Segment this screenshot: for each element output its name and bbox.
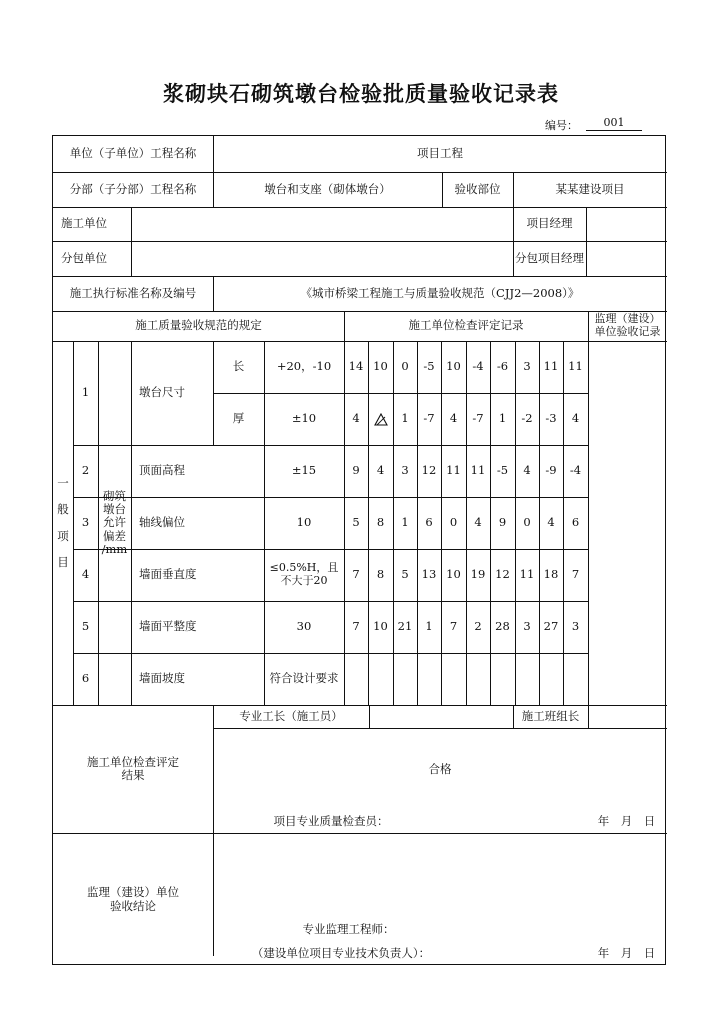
measured-value: 8 — [376, 567, 385, 582]
subcontract-manager-label: 分包项目经理 — [515, 250, 584, 265]
item-no: 5 — [81, 619, 90, 634]
measured-value — [466, 653, 490, 705]
item-no: 6 — [81, 671, 90, 686]
measured-value: 11 — [543, 359, 559, 374]
measured-value: 3 — [571, 619, 580, 634]
measured-value: 7 — [449, 619, 458, 634]
measured-value: -6 — [496, 359, 509, 374]
acceptance-part-value: 某某建设项目 — [555, 181, 625, 196]
division-name-label: 分部（子分部）工程名称 — [69, 181, 197, 196]
measured-value: 0 — [401, 359, 409, 374]
measured-value: 1 — [498, 411, 507, 426]
measured-value: 11 — [470, 463, 486, 478]
construction-check-label: 施工单位检查评定结果 — [87, 754, 179, 782]
measured-value: 4 — [571, 411, 580, 426]
item-name: 轴线偏位 — [139, 515, 185, 530]
measured-value: 6 — [571, 515, 580, 530]
measured-value: 4 — [449, 411, 458, 426]
marker-triangle-icon — [368, 393, 393, 445]
measured-value: -4 — [472, 359, 484, 374]
measured-value: -7 — [472, 411, 484, 426]
record-header: 施工单位检查评定记录 — [408, 318, 524, 333]
measured-value: 4 — [474, 515, 482, 530]
measured-value: 12 — [495, 567, 510, 582]
subcontract-unit-label: 分包单位 — [61, 250, 107, 265]
form-title: 浆砌块石砌筑墩台检验批质量验收记录表 — [163, 82, 559, 106]
measured-value: 11 — [519, 567, 535, 582]
measured-value: -7 — [423, 411, 435, 426]
measured-value: 21 — [397, 619, 413, 634]
measured-value: 2 — [474, 619, 482, 634]
measured-value: 0 — [523, 515, 531, 530]
measured-value: 3 — [523, 619, 531, 634]
standard-label: 施工执行标准名称及编号 — [69, 285, 197, 300]
measured-value: 10 — [446, 567, 461, 582]
acceptance-part-label: 验收部位 — [454, 181, 501, 196]
measured-value: -9 — [545, 463, 557, 478]
measured-value: 11 — [446, 463, 461, 478]
measured-value: 4 — [376, 463, 385, 478]
serial-number: 001 — [586, 116, 642, 131]
item-tolerance: 符合设计要求 — [269, 671, 339, 686]
measured-value: 7 — [571, 567, 580, 582]
measured-value: -4 — [569, 463, 582, 478]
measured-value: 1 — [401, 515, 409, 530]
item-no: 1 — [81, 385, 90, 400]
quality-inspector-label: 项目专业质量检查员： — [273, 814, 389, 829]
measured-value: 6 — [425, 515, 433, 530]
measured-value: 28 — [495, 619, 510, 634]
measured-value: 0 — [449, 515, 458, 530]
supervision-header: 监理（建设）单位验收记录 — [594, 312, 661, 338]
item-no: 2 — [81, 463, 90, 478]
supervision-engineer-label: 专业监理工程师： — [302, 922, 395, 937]
grid-line — [588, 705, 589, 728]
measured-value: 3 — [401, 463, 409, 478]
measured-value: 18 — [543, 567, 559, 582]
supervision-conclusion-label: 监理（建设）单位验收结论 — [87, 885, 179, 913]
check-date: 年 月 日 — [597, 814, 656, 829]
item-tolerance: ±15 — [291, 463, 317, 478]
measured-value — [539, 653, 563, 705]
measured-value — [417, 653, 441, 705]
measured-value — [515, 653, 539, 705]
measured-value: 10 — [373, 619, 388, 634]
measured-value: 10 — [446, 359, 461, 374]
item-tolerance: 30 — [296, 619, 312, 634]
measured-value: 9 — [352, 463, 360, 478]
measured-value: 4 — [523, 463, 531, 478]
item-sub: 厚 — [232, 411, 245, 426]
measured-value: 7 — [352, 619, 360, 634]
construction-unit-label: 施工单位 — [61, 216, 107, 231]
measured-value: -5 — [496, 463, 509, 478]
measured-value — [441, 653, 466, 705]
measured-value: 3 — [523, 359, 531, 374]
measured-value — [490, 653, 515, 705]
general-items-label: 一 般 项 目 — [57, 475, 69, 570]
grid-line — [369, 705, 370, 728]
item-name: 墙面垂直度 — [139, 567, 197, 582]
measured-value: 10 — [373, 359, 388, 374]
measured-value: -3 — [545, 411, 557, 426]
measured-value: 11 — [568, 359, 583, 374]
item-no: 4 — [81, 567, 90, 582]
item-tolerance: +20，-10 — [276, 359, 332, 374]
measured-value: 1 — [401, 411, 409, 426]
measured-value: 1 — [425, 619, 433, 634]
measured-value: 14 — [348, 359, 364, 374]
measured-value: -2 — [521, 411, 533, 426]
item-name: 顶面高程 — [139, 463, 185, 478]
measured-value: 5 — [352, 515, 360, 530]
measured-value: 5 — [401, 567, 409, 582]
measured-value: 19 — [470, 567, 486, 582]
item-tolerance: ±10 — [291, 411, 317, 426]
measured-value: 7 — [352, 567, 360, 582]
item-name: 墙面坡度 — [139, 671, 185, 686]
measured-value: 12 — [421, 463, 437, 478]
measured-value — [563, 653, 588, 705]
measured-value: -5 — [423, 359, 435, 374]
unit-name-label: 单位（子单位）工程名称 — [69, 146, 197, 161]
team-leader-label: 施工班组长 — [521, 708, 580, 723]
measured-value: 27 — [543, 619, 559, 634]
measured-value — [393, 653, 417, 705]
construction-result: 合格 — [428, 761, 452, 776]
owner-tech-lead-label: （建设单位项目专业技术负责人）： — [251, 946, 431, 961]
supervision-date: 年 月 日 — [597, 946, 656, 961]
measured-value — [368, 653, 393, 705]
measured-value: 9 — [498, 515, 507, 530]
item-tolerance: ≤0.5%H，且不大于20 — [269, 561, 339, 587]
item-tolerance: 10 — [296, 515, 312, 530]
item-name: 墙面平整度 — [139, 619, 197, 634]
foreman-label: 专业工长（施工员） — [239, 708, 343, 723]
measured-value: 4 — [352, 411, 360, 426]
project-manager-label: 项目经理 — [526, 216, 573, 231]
item-no: 3 — [81, 515, 90, 530]
measured-value: 4 — [547, 515, 555, 530]
item-sub: 长 — [232, 359, 245, 374]
standard-value: 《城市桥梁工程施工与质量验收规范（CJJ2—2008）》 — [300, 285, 580, 300]
measured-value — [344, 653, 368, 705]
division-name-value: 墩台和支座（砌体墩台） — [264, 181, 391, 196]
grid-line — [586, 207, 587, 276]
serial-label: 编号： — [545, 119, 578, 132]
measured-value: 13 — [421, 567, 437, 582]
masonry-group-label: 砌筑 墩台 允许 偏差 /mm — [101, 488, 128, 556]
grid-line — [131, 207, 132, 276]
measured-value: 8 — [376, 515, 385, 530]
unit-name-value: 项目工程 — [417, 146, 463, 161]
grid-line — [588, 341, 589, 705]
item-name: 墩台尺寸 — [139, 385, 185, 400]
spec-header: 施工质量验收规范的规定 — [135, 318, 262, 333]
inspection-form — [52, 135, 666, 965]
